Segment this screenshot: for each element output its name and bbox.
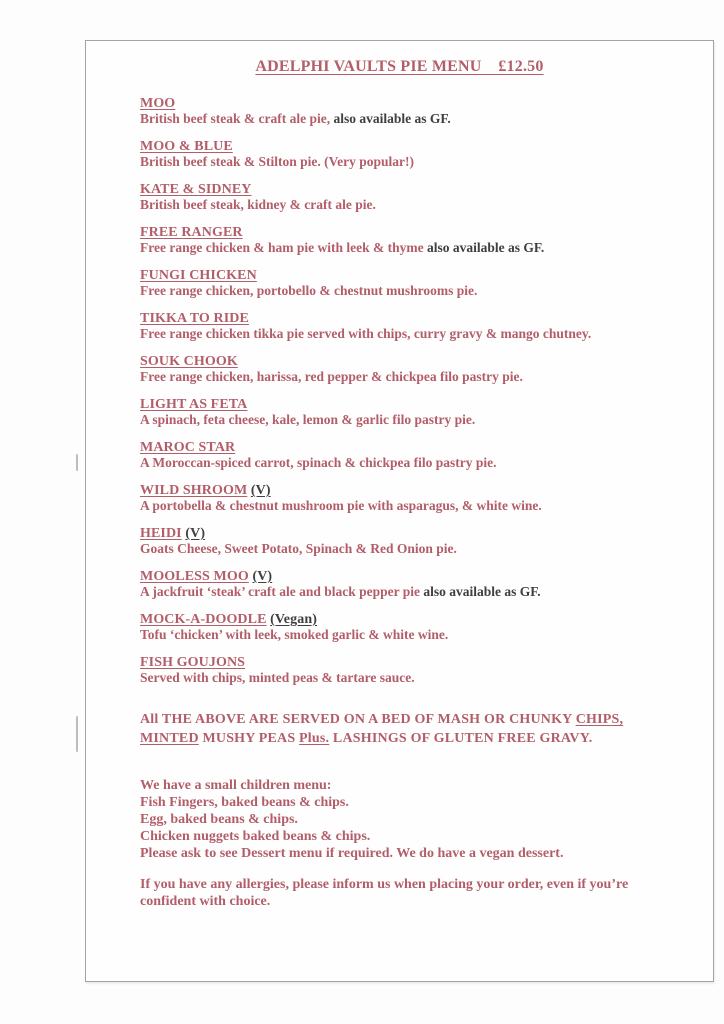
scan-artifact-mark (76, 454, 78, 471)
children-menu-line: We have a small children menu: (140, 778, 332, 793)
allergy-note-line: confident with choice. (140, 894, 271, 909)
menu-item-heading (140, 182, 689, 197)
menu-item-description (140, 412, 689, 427)
menu-item-description (140, 627, 689, 642)
menu-item-heading (140, 612, 689, 627)
menu-item (140, 139, 689, 169)
description-text: Free range chicken & ham pie with leek & thyme (140, 240, 424, 255)
serving-note-emphasis: CHIPS, (575, 712, 624, 727)
menu-item-name: MOO & BLUE (140, 139, 233, 154)
menu-item-description (140, 326, 689, 341)
description-text: A Moroccan-spiced carrot, spinach & chickpea filo pastry pie. (140, 455, 497, 470)
menu-item-heading (140, 526, 689, 541)
children-menu (140, 777, 689, 862)
serving-note-emphasis: Plus. (299, 731, 330, 746)
description-text: Free range chicken, portobello & chestnut mushrooms pie. (140, 283, 478, 298)
menu-item-diet-tag: (V) (252, 569, 273, 584)
serving-note-emphasis: MINTED (140, 731, 199, 746)
description-text: A portobella & chestnut mushroom pie with asparagus, & white wine. (140, 498, 542, 513)
description-text: Tofu ‘chicken’ with leek, smoked garlic & white wine. (140, 627, 449, 642)
gf-availability-note: also available as GF. (423, 584, 541, 599)
menu-item (140, 96, 689, 126)
menu-item-description (140, 584, 689, 599)
menu-item-diet-tag: (V) (250, 483, 271, 498)
menu-item-description (140, 240, 689, 255)
description-text: Free range chicken, harissa, red pepper & chickpea filo pastry pie. (140, 369, 523, 384)
menu-content (140, 96, 689, 910)
gf-availability-note: also available as GF. (333, 111, 451, 126)
menu-item-description (140, 111, 689, 126)
description-text: Goats Cheese, Sweet Potato, Spinach & Red Onion pie. (140, 541, 457, 556)
menu-item-name: MAROC STAR (140, 440, 236, 455)
menu-item-description (140, 197, 689, 212)
menu-item-heading (140, 483, 689, 498)
menu-item (140, 526, 689, 556)
serving-note-line (140, 729, 689, 748)
menu-item-name: FREE RANGER (140, 225, 243, 240)
menu-item-description (140, 283, 689, 298)
menu-item-name: HEIDI (140, 526, 182, 541)
menu-item (140, 182, 689, 212)
menu-item-name: TIKKA TO RIDE (140, 311, 249, 326)
scan-artifact-mark (76, 716, 78, 752)
serving-note-text: LASHINGS OF GLUTEN FREE GRAVY. (329, 731, 593, 746)
menu-item-name: MOO (140, 96, 176, 111)
menu-item-description (140, 498, 689, 513)
description-text: Served with chips, minted peas & tartare sauce. (140, 670, 415, 685)
children-menu-line: Chicken nuggets baked beans & chips. (140, 829, 371, 844)
menu-item (140, 440, 689, 470)
menu-item (140, 569, 689, 599)
menu-item (140, 354, 689, 384)
children-menu-line: Egg, baked beans & chips. (140, 812, 298, 827)
menu-item (140, 612, 689, 642)
serving-note (140, 710, 689, 748)
page-title: ADELPHI VAULTS PIE MENU £12.50 (255, 58, 544, 75)
menu-item-name: MOOLESS MOO (140, 569, 249, 584)
serving-note-line (140, 710, 689, 729)
menu-item-heading (140, 268, 689, 283)
menu-item-diet-tag: (Vegan) (270, 612, 317, 627)
menu-item (140, 397, 689, 427)
menu-item (140, 655, 689, 685)
menu-item-heading (140, 655, 689, 670)
menu-item-description (140, 670, 689, 685)
menu-item-description (140, 541, 689, 556)
description-text: A spinach, feta cheese, kale, lemon & garlic filo pastry pie. (140, 412, 476, 427)
gf-availability-note: also available as GF. (426, 240, 545, 255)
menu-item-heading (140, 397, 689, 412)
description-text: Free range chicken tikka pie served with chips, curry gravy & mango chutney. (140, 326, 592, 341)
menu-item-heading (140, 354, 689, 369)
description-text: A jackfruit ‘steak’ craft ale and black pepper pie (140, 584, 420, 599)
menu-item-description (140, 455, 689, 470)
menu-item-description (140, 369, 689, 384)
menu-item-heading (140, 96, 689, 111)
menu-item (140, 311, 689, 341)
description-text: British beef steak & Stilton pie. (Very popular!) (140, 154, 414, 169)
children-menu-line: Fish Fingers, baked beans & chips. (140, 795, 349, 810)
menu-item-heading (140, 569, 689, 584)
menu-item-diet-tag: (V) (185, 526, 206, 541)
menu-item-name: FISH GOUJONS (140, 655, 246, 670)
menu-item-name: KATE & SIDNEY (140, 182, 252, 197)
serving-note-text: All THE ABOVE ARE SERVED ON A BED OF MASH OR CHUNKY (140, 712, 576, 727)
menu-item-heading (140, 440, 689, 455)
menu-item-name: SOUK CHOOK (140, 354, 238, 369)
description-text: British beef steak, kidney & craft ale pie. (140, 197, 376, 212)
menu-item (140, 268, 689, 298)
menu-item-heading (140, 139, 689, 154)
menu-item (140, 483, 689, 513)
menu-page (85, 40, 714, 982)
menu-item-heading (140, 225, 689, 240)
menu-item (140, 225, 689, 255)
serving-note-text: MUSHY PEAS (198, 731, 300, 746)
menu-item-name: LIGHT AS FETA (140, 397, 248, 412)
allergy-note-line: If you have any allergies, please inform us when placing your order, even if you’re (140, 877, 629, 892)
description-text: British beef steak & craft ale pie, (140, 111, 331, 126)
menu-items (140, 96, 689, 685)
menu-item-name: WILD SHROOM (140, 483, 248, 498)
menu-item-name: MOCK-A-DOODLE (140, 612, 267, 627)
menu-item-description (140, 154, 689, 169)
menu-item-heading (140, 311, 689, 326)
children-menu-line: Please ask to see Dessert menu if required. We do have a vegan dessert. (140, 846, 564, 861)
allergy-note (140, 876, 689, 910)
menu-item-name: FUNGI CHICKEN (140, 268, 257, 283)
